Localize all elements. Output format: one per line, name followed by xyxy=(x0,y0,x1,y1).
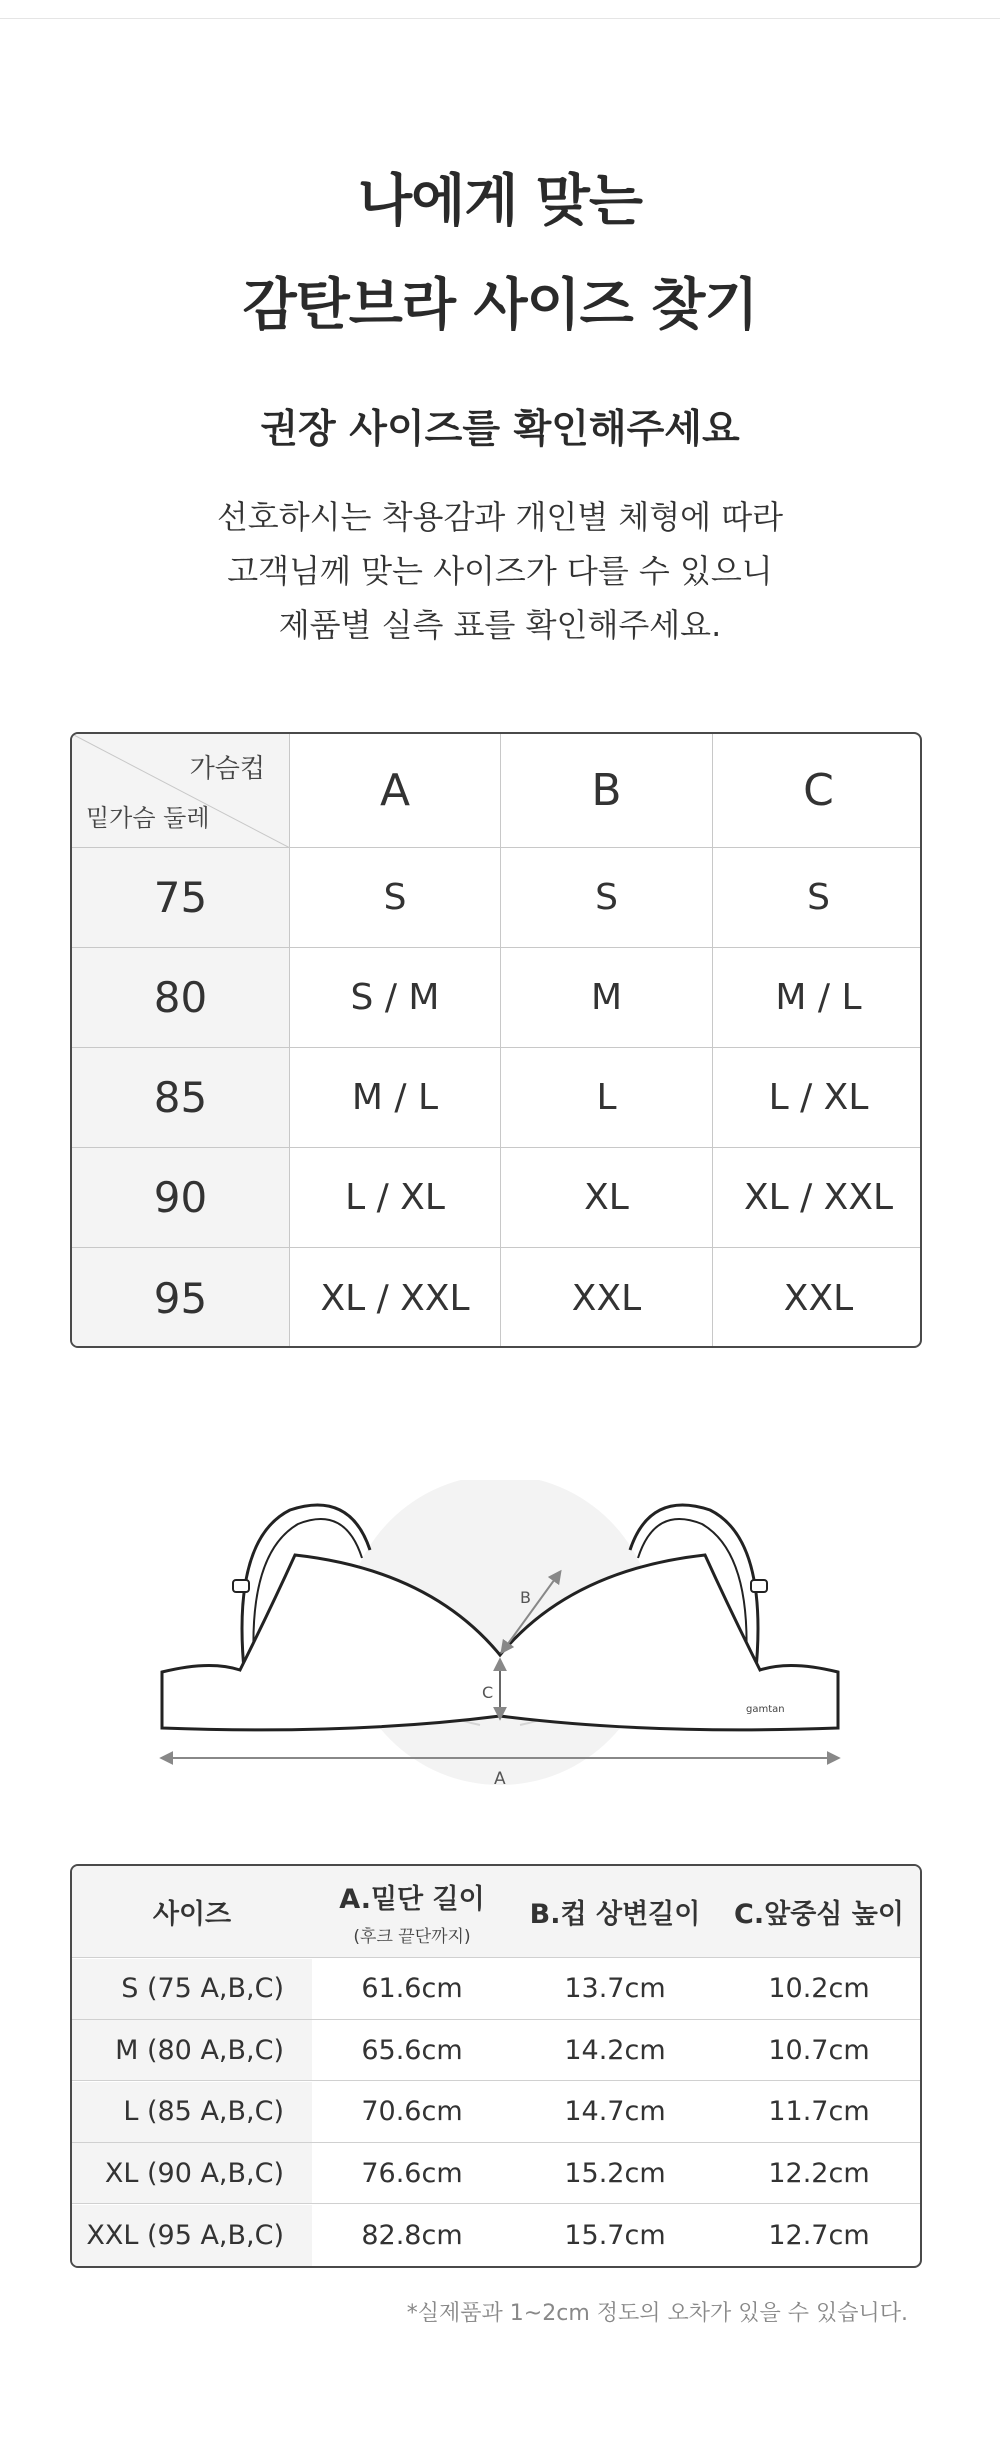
header-size: 사이즈 xyxy=(72,1866,312,1958)
label-c: C xyxy=(482,1683,494,1702)
row-a: 76.6cm xyxy=(312,2143,512,2204)
title-line-2: 감탄브라 사이즈 찾기 xyxy=(242,273,758,338)
column-header-a: A xyxy=(290,734,501,848)
row-b: 14.2cm xyxy=(512,2020,718,2081)
top-divider xyxy=(0,18,1000,19)
description xyxy=(0,490,1000,652)
header-a-sub: (후크 끝단까지) xyxy=(353,1926,471,1947)
size-cell: S xyxy=(713,848,922,948)
description-line-3: 제품별 실측 표를 확인해주세요. xyxy=(278,606,722,644)
description-line-1: 선호하시는 착용감과 개인별 체형에 따라 xyxy=(216,498,784,536)
band-85: 85 xyxy=(72,1048,290,1148)
brand-logo: gamtan xyxy=(746,1704,785,1715)
row-a: 65.6cm xyxy=(312,2020,512,2081)
header-a xyxy=(312,1866,512,1958)
band-80: 80 xyxy=(72,948,290,1048)
description-line-2: 고객님께 맞는 사이즈가 다를 수 있으니 xyxy=(227,552,773,590)
row-b: 15.7cm xyxy=(564,2219,666,2251)
size-cell: S / M xyxy=(290,948,501,1048)
label-b: B xyxy=(520,1588,531,1607)
header-c: C.앞중심 높이 xyxy=(718,1866,920,1958)
disclaimer-note: *실제품과 1~2cm 정도의 오차가 있을 수 있습니다. xyxy=(406,2301,908,2326)
size-cell: XL / XXL xyxy=(713,1148,922,1248)
size-cell: M xyxy=(501,948,713,1048)
title-line-1: 나에게 맞는 xyxy=(358,169,642,234)
row-c: 10.2cm xyxy=(718,1959,920,2020)
row-b: 15.2cm xyxy=(512,2143,718,2204)
size-cell: XXL xyxy=(501,1248,713,1348)
column-header-c: C xyxy=(713,734,922,848)
band-label: 밑가슴 둘레 xyxy=(86,804,210,832)
header-b: B.컵 상변길이 xyxy=(512,1866,718,1958)
page-title xyxy=(0,150,1000,358)
section-subtitle: 권장 사이즈를 확인해주세요 xyxy=(260,407,740,452)
header-a-label: A.밑단 길이 xyxy=(339,1883,485,1915)
size-cell: XL xyxy=(501,1148,713,1248)
row-a: 82.8cm xyxy=(361,2219,463,2251)
row-size: M (80 A,B,C) xyxy=(72,2020,312,2081)
size-chart-corner xyxy=(72,734,290,848)
size-chart-table xyxy=(70,732,922,1348)
right-strap-adjuster xyxy=(751,1580,767,1592)
row-size: XL (90 A,B,C) xyxy=(72,2143,312,2204)
measurement-table xyxy=(70,1864,922,2268)
label-a: A xyxy=(494,1769,506,1789)
band-75: 75 xyxy=(72,848,290,948)
band-95: 95 xyxy=(72,1248,290,1348)
size-cell: L / XL xyxy=(290,1148,501,1248)
size-cell: XXL xyxy=(783,1277,854,1319)
size-cell: S xyxy=(501,848,713,948)
row-size: S (75 A,B,C) xyxy=(72,1959,312,2020)
size-cell: M / L xyxy=(290,1048,501,1148)
row-c: 10.7cm xyxy=(718,2020,920,2081)
row-c: 11.7cm xyxy=(718,2082,920,2143)
bra-measurement-illustration xyxy=(150,1480,890,1820)
row-a: 70.6cm xyxy=(312,2082,512,2143)
size-cell: L xyxy=(501,1048,713,1148)
row-b: 14.7cm xyxy=(512,2082,718,2143)
size-cell: XL / XXL xyxy=(290,1248,501,1348)
size-cell: M / L xyxy=(713,948,922,1048)
column-header-b: B xyxy=(501,734,713,848)
row-b: 13.7cm xyxy=(512,1959,718,2020)
row-c: 12.7cm xyxy=(768,2219,870,2251)
size-cell: L / XL xyxy=(713,1048,922,1148)
row-c: 12.2cm xyxy=(718,2143,920,2204)
row-a: 61.6cm xyxy=(312,1959,512,2020)
left-strap-adjuster xyxy=(233,1580,249,1592)
cup-label: 가슴컵 xyxy=(189,754,265,784)
row-size: L (85 A,B,C) xyxy=(72,2082,312,2143)
band-90: 90 xyxy=(72,1148,290,1248)
row-size: XXL (95 A,B,C) xyxy=(72,2205,312,2266)
size-cell: S xyxy=(290,848,501,948)
